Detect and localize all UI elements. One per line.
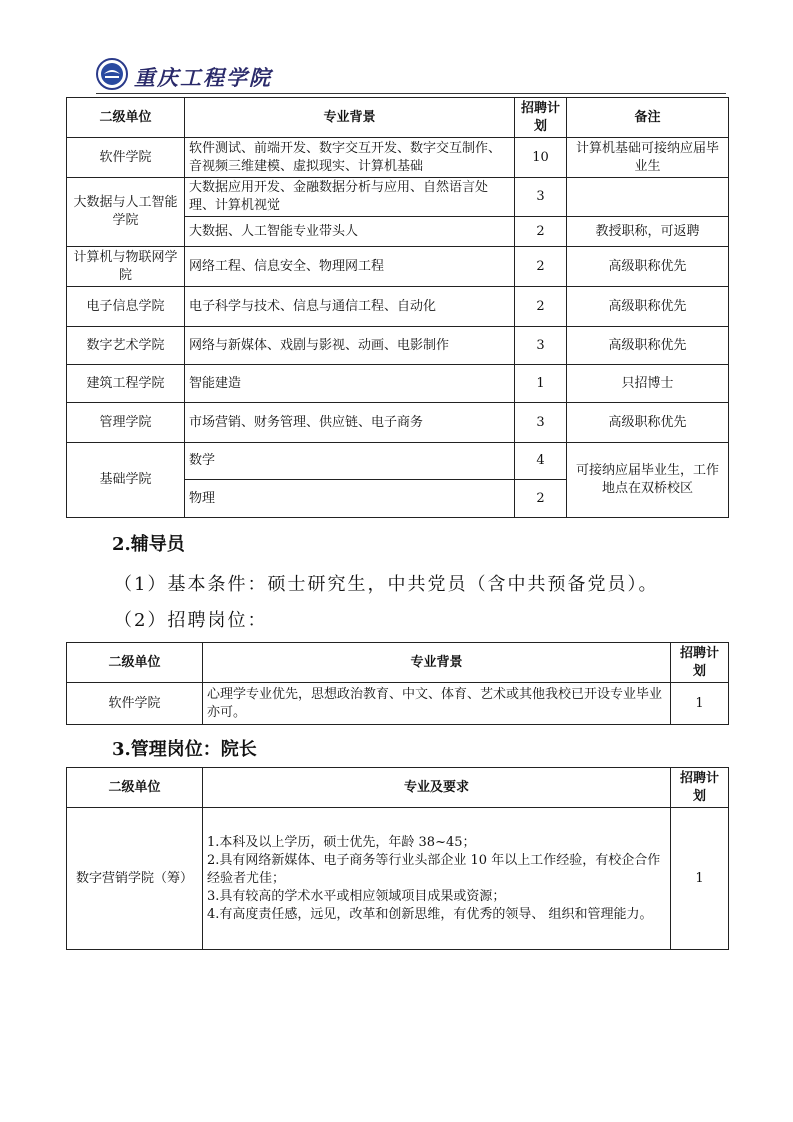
unit-cell: 计算机与物联网学院 [67,247,185,287]
table-row [67,287,729,327]
unit-cell: 软件学院 [67,683,203,725]
background-cell: 物理 [185,480,515,518]
column-header: 备注 [567,98,729,138]
background-cell: 大数据应用开发、金融数据分析与应用、自然语言处理、计算机视觉 [185,178,515,217]
table-row [67,365,729,403]
note-cell [567,178,729,217]
unit-cell: 大数据与人工智能学院 [67,178,185,247]
header-divider [96,93,726,94]
positions-label: （2）招聘岗位： [114,610,268,631]
background-cell: 智能建造 [185,365,515,403]
table-row [67,247,729,287]
column-header: 二级单位 [67,768,203,808]
background-cell: 网络与新媒体、戏剧与影视、动画、电影制作 [185,327,515,365]
plan-cell: 2 [515,480,567,518]
table-header-row [67,643,729,683]
note-cell: 可接纳应届毕业生，工作地点在双桥校区 [567,443,729,518]
column-header: 专业背景 [203,643,671,683]
note-cell: 只招博士 [567,365,729,403]
column-header: 专业背景 [185,98,515,138]
plan-cell: 2 [515,217,567,247]
faculty-recruitment-table [66,97,729,518]
table-row [67,443,729,480]
school-logo-icon [96,58,128,90]
background-cell: 心理学专业优先，思想政治教育、中文、体育、艺术或其他我校已开设专业毕业亦可。 [203,683,671,725]
table-row [67,178,729,217]
plan-cell: 3 [515,327,567,365]
table-header-row [67,98,729,138]
plan-cell: 4 [515,443,567,480]
note-cell: 高级职称优先 [567,247,729,287]
background-cell: 网络工程、信息安全、物理网工程 [185,247,515,287]
basic-conditions-text: （1）基本条件：硕士研究生，中共党员（含中共预备党员）。 [114,574,659,595]
requirement-item: 1.本科及以上学历，硕士优先，年龄 38~45； [207,834,476,850]
background-cell: 市场营销、财务管理、供应链、电子商务 [185,403,515,443]
plan-cell: 1 [671,683,729,725]
note-cell: 计算机基础可接纳应届毕业生 [567,138,729,178]
requirements-cell [203,808,671,950]
plan-cell: 1 [671,808,729,950]
plan-cell: 3 [515,403,567,443]
page-header [96,58,726,94]
plan-cell: 2 [515,247,567,287]
table-row [67,327,729,365]
table-row [67,403,729,443]
requirement-item: 4.有高度责任感，远见，改革和创新思维，有优秀的领导、 组织和管理能力。 [207,906,653,922]
requirement-item: 2.具有网络新媒体、电子商务等行业头部企业 10 年以上工作经验，有校企合作经验者尤佳； [207,852,661,886]
background-cell: 电子科学与技术、信息与通信工程、自动化 [185,287,515,327]
unit-cell: 电子信息学院 [67,287,185,327]
unit-cell: 基础学院 [67,443,185,518]
column-header: 专业及要求 [203,768,671,808]
table-row [67,138,729,178]
management-recruitment-table [66,767,729,950]
section-heading-management: 3.管理岗位：院长 [112,739,257,760]
requirement-item: 3.具有较高的学术水平或相应领域项目成果或资源； [207,888,506,904]
plan-cell: 3 [515,178,567,217]
unit-cell: 数字艺术学院 [67,327,185,365]
background-cell: 数学 [185,443,515,480]
plan-cell: 10 [515,138,567,178]
column-header: 二级单位 [67,98,185,138]
unit-cell: 建筑工程学院 [67,365,185,403]
unit-cell: 数字营销学院（筹） [67,808,203,950]
table-row [67,808,729,950]
note-cell: 教授职称，可返聘 [567,217,729,247]
background-cell: 软件测试、前端开发、数字交互开发、数字交互制作、音视频三维建模、虚拟现实、计算机基础 [185,138,515,178]
column-header: 招聘计划 [671,643,729,683]
column-header: 二级单位 [67,643,203,683]
unit-cell: 软件学院 [67,138,185,178]
note-cell: 高级职称优先 [567,287,729,327]
plan-cell: 1 [515,365,567,403]
background-cell: 大数据、人工智能专业带头人 [185,217,515,247]
note-cell: 高级职称优先 [567,403,729,443]
unit-cell: 管理学院 [67,403,185,443]
table-row [67,683,729,725]
plan-cell: 2 [515,287,567,327]
note-cell: 高级职称优先 [567,327,729,365]
counselor-recruitment-table [66,642,729,725]
table-header-row [67,768,729,808]
section-heading-counselor: 2.辅导员 [112,534,185,555]
column-header: 招聘计划 [671,768,729,808]
column-header: 招聘计划 [515,98,567,138]
school-name: 重庆工程学院 [134,65,272,90]
